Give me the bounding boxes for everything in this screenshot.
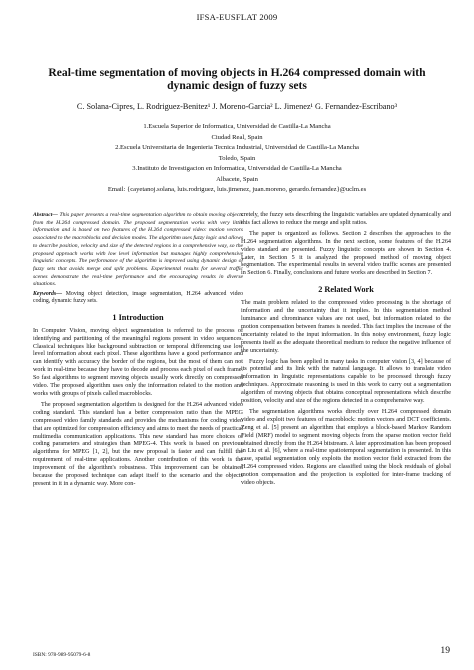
section-heading-related-work: 2 Related Work	[318, 285, 374, 295]
body-paragraph: The main problem related to the compressed video processing is the shortage of information and the uncertainty that it implies. In this segmentation method luminance and chrominance values are not used, but information related to the motion compensation between frames is needed. This fact implies the increase of the uncertainty related to the input information. In this noisy environment, fuzzy logic presents itself as the adequate theoretical medium to reduce the negative influence of the uncertainty.	[241, 300, 451, 354]
section-heading-introduction: 1 Introduction	[112, 312, 164, 322]
affiliation-line: Toledo, Spain	[218, 154, 256, 162]
affiliations	[10, 122, 464, 196]
isbn-footer: ISBN: 978-989-95079-6-8	[33, 652, 91, 658]
abstract	[33, 212, 243, 289]
body-paragraph: The paper is organized as follows. Section 2 describes the approaches to the H.264 segmentation algorithms. In the next section, some features of the H.264 video standard are presented. Fuzzy linguistic concepts are shown in Section 4. Later, in Section 5 it is analyzed the proposed method of moving object segmentation. The experimental results in several video traffic scenes are presented in Section 6. Finally, conclusions and future works are described in Section 7.	[241, 230, 451, 277]
affiliation-line: 1.Escuela Superior de Informatica, Universidad de Castilla-La Mancha	[143, 123, 331, 130]
abstract-text: This paper presents a real-time segmentation algorithm to obtain moving objects from the H.264 compressed domain. The proposed segmentation works with very little information and is based on two features of the H.264 compressed video: motion vectors associated to the macroblocks and decision modes. The algorithm uses fuzzy logic and allows to describe position, velocity and size of the detected regions in a comprehensive way, so the proposed approach works with low level information but manages highly comprehensive linguistic concepts. The performance of the algorithm is improved using dynamic design of fuzzy sets that avoids merge and split problems. Experimental results for several traffic scenes demonstrate the real-time performance and the encouraging results in diverse situations.	[33, 212, 243, 288]
conference-header: IFSA-EUSFLAT 2009	[196, 12, 278, 22]
title-line-2: dynamic design of fuzzy sets	[167, 79, 307, 92]
body-paragraph: In Computer Vision, moving object segmentation is referred to the process of identifying and partitioning of the meaningful regions present in video sequences. Classical techniques like background subtraction or temporal differencing use low level information about each pixel. These algorithms have a good performance and can identify with accuracy the border of the regions, but the most of them can not work in real-time because they have to decode and process each pixel of each frame. So fast algorithms to segment moving objects usually work directly on compressed video. The proposed algorithm uses only the information related to the motion and works with groups of pixels called macroblocks.	[33, 327, 243, 397]
affiliation-line: 2.Escuela Universitaria de Ingenieria Tecnica Industrial, Universidad de Castilla-La Mancha	[115, 144, 359, 151]
body-paragraph: cretely, the fuzzy sets describing the linguistic variables are updated dynamically and this fact allows to reduce the merge and split ratios.	[241, 212, 451, 226]
keywords	[33, 291, 243, 306]
body-paragraph: Fuzzy logic has been applied in many tasks in computer vision [3, 4] because of its potential and its link with the natural language. It allows to translate video information in linguistic representations capable to be processed through fuzzy techniques. Approximate reasoning is used in this work to carry out a segmentation algorithm of moving objects that obtains conceptual representations which describe position, velocity and size of the regions detected in a comprehensive way.	[241, 358, 451, 405]
affiliation-line: Albacete, Spain	[216, 175, 258, 183]
right-column	[241, 212, 451, 488]
paper-title	[30, 66, 444, 92]
affiliation-line: Ciudad Real, Spain	[211, 133, 263, 141]
contact-email: Email: {cayetanoj.solana, luis.rodriguez, luis.jimenez, juan.moreno, gerardo.fernandez}@uclm.es	[107, 186, 367, 193]
page-number: 19	[440, 645, 450, 656]
body-paragraph: The proposed segmentation algorithm is designed for the H.264 advanced video coding standard. This standard has a better compression ratio than the MPEG compressed video family standards and provides the mechanisms for coding video that are optimized for compression efficiency and aims to meet the needs of practical multimedia communication applications. This new standard has more choices of coding parameters and strategies than MPEG-4. This work is based on previous algorithms for MPEG [1, 2], but the new proposal is faster and can fulfill the requirement of real-time applications. Another contribution of this work is the improvement of the algorithm's robustness. This improvement can be obtained because the proposed technique can adapt itself to the scenario and the objects present in it in a dynamic way. More con-	[33, 401, 243, 487]
left-column	[33, 212, 243, 489]
author-list: C. Solana-Cipres, L. Rodriguez-Benitez¹ J. Moreno-Garcia² L. Jimenez¹ G. Fernandez-Escribano³	[76, 102, 398, 111]
keywords-label: Keywords—	[33, 291, 62, 298]
keywords-text: Moving object detection, image segmentation, H.264 advanced video coding, dynamic fuzzy sets.	[33, 291, 243, 305]
title-line-1: Real-time segmentation of moving objects in H.264 compressed domain with	[48, 66, 426, 79]
affiliation-line: 3.Instituto de Investigacion en Informatica, Universidad de Castilla-La Mancha	[132, 165, 342, 172]
body-paragraph: The segmentation algorithms works directly over H.264 compressed domain video and exploit two features of macroblock: motion vectors and DCT coefficients. Zeng et al. [5] present an algorithm that employs a block-based Markov Random Field (MRF) model to segment moving objects from the sparse motion vector field obtained directly from the H.264 bitstream. A later approximation has been proposed in Liu et al. [6], where a real-time spatiotemporal segmentation is presented. In this case, spatial segmentation only exploits the motion vector field extracted from the H.264 compressed video. Regions are classified using the block residuals of global motion compensation and the projection is exploited for inter-frame tracking of video objects.	[241, 408, 451, 487]
abstract-label: Abstract—	[33, 212, 58, 218]
